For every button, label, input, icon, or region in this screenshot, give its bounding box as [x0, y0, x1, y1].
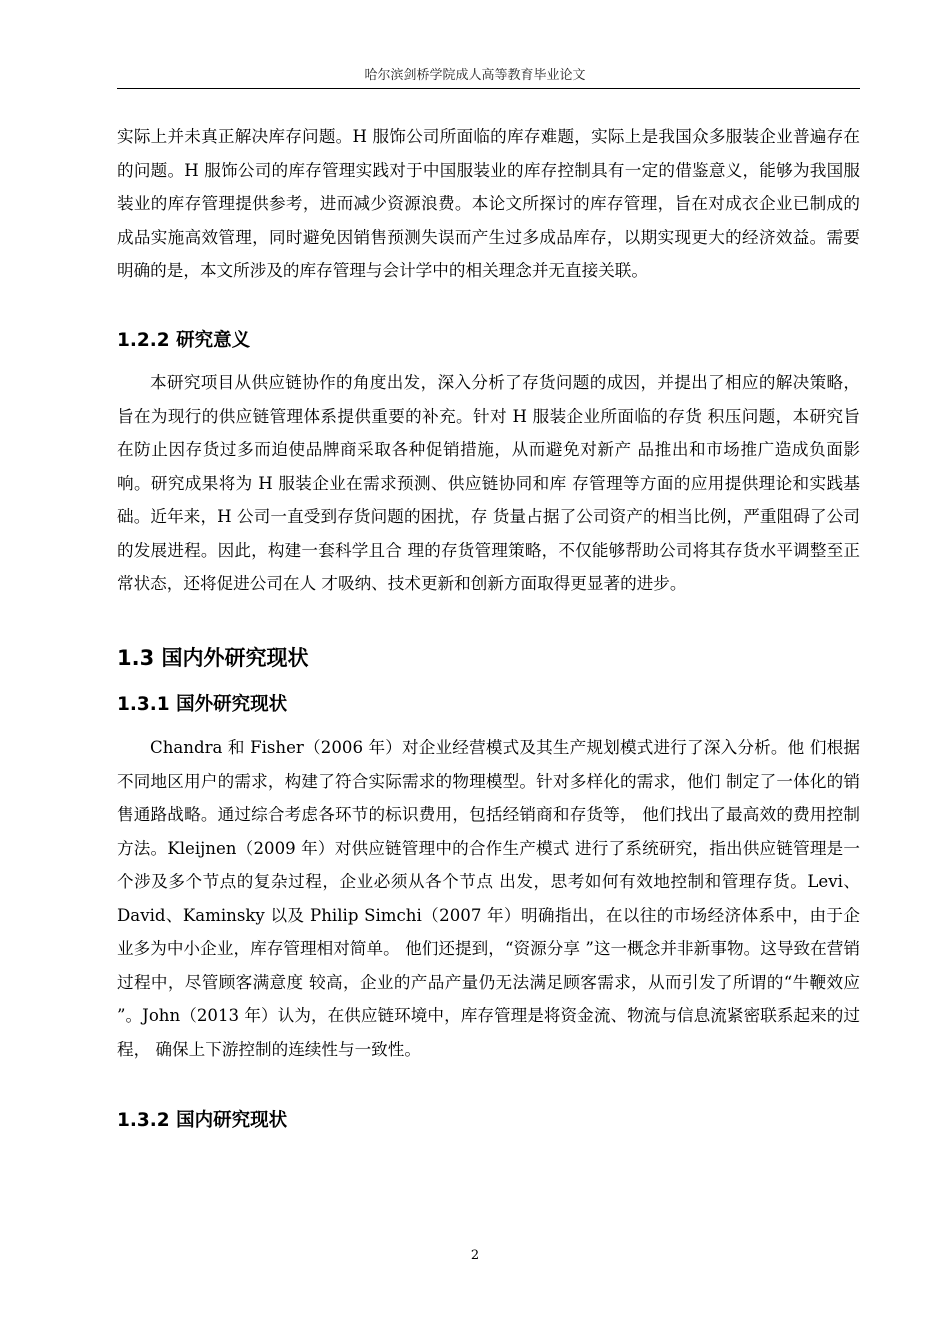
foreign-research-paragraph: Chandra 和 Fisher（2006 年）对企业经营模式及其生产规划模式进行了深入分析。他 们根据不同地区用户的需求，构建了符合实际需求的物理模型。针对多样化的需求，他们 制定了一体化的销售通路战略。通过综合考虑各环节的标识费用，包括经销商和存货等， 他们找出了最高效的费用控制方法。Kleijnen（2009 年）对供应链管理中的合作生产模式 进行了系统研究，指出供应链管理是一个涉及多个节点的复杂过程，企业必须从各个节点 出发，思考如何有效地控制和管理存货。Levi、David、Kaminsky 以及 Philip Simchi（2007 年）明确指出，在以往的市场经济体系中，由于企业多为中小企业，库存管理相对简单。 他们还提到，“资源分享 ”这一概念并非新事物。这导致在营销过程中，尽管顾客满意度 较高，企业的产品产量仍无法满足顾客需求，从而引发了所谓的“牛鞭效应 ”。John（2013 年）认为，在供应链环境中，库存管理是将资金流、物流与信息流紧密联系起来的过程， 确保上下游控制的连续性与一致性。	[117, 738, 860, 1059]
running-header: 哈尔滨剑桥学院成人高等教育毕业论文	[364, 68, 586, 83]
intro-paragraph: 实际上并未真正解决库存问题。H 服饰公司所面临的库存难题，实际上是我国众多服装企业普遍存在的问题。H 服饰公司的库存管理实践对于中国服装业的库存控制具有一定的借鉴意义，能够为我国服装业的库存管理提供参考，进而减少资源浪费。本论文所探讨的库存管理，旨在对成衣企业已制成的成品实施高效管理，同时避免因销售预测失误而产生过多成品库存，以期实现更大的经济效益。需要明确的是，本文所涉及的库存管理与会计学中的相关理念并无直接关联。	[117, 127, 860, 280]
section-heading-1-3-1: 1.3.1 国外研究现状	[117, 694, 288, 715]
header-divider	[117, 88, 860, 89]
significance-paragraph: 本研究项目从供应链协作的角度出发，深入分析了存货问题的成因，并提出了相应的解决策略，旨在为现行的供应链管理体系提供重要的补充。针对 H 服装企业所面临的存货 积压问题，本研究旨在防止因存货过多而迫使品牌商采取各种促销措施，从而避免对新产 品推出和市场推广造成负面影响。研究成果将为 H 服装企业在需求预测、供应链协同和库 存管理等方面的应用提供理论和实践基础。近年来，H 公司一直受到存货问题的困扰，存 货量占据了公司资产的相当比例，严重阻碍了公司的发展进程。因此，构建一套科学且合 理的存货管理策略，不仅能够帮助公司将其存货水平调整至正常状态，还将促进公司在人 才吸纳、技术更新和创新方面取得更显著的进步。	[117, 373, 860, 593]
page-number: 2	[470, 1248, 480, 1263]
section-heading-1-3-2: 1.3.2 国内研究现状	[117, 1110, 288, 1131]
section-heading-1-2-2: 1.2.2 研究意义	[117, 330, 251, 351]
section-heading-1-3: 1.3 国内外研究现状	[117, 646, 309, 670]
